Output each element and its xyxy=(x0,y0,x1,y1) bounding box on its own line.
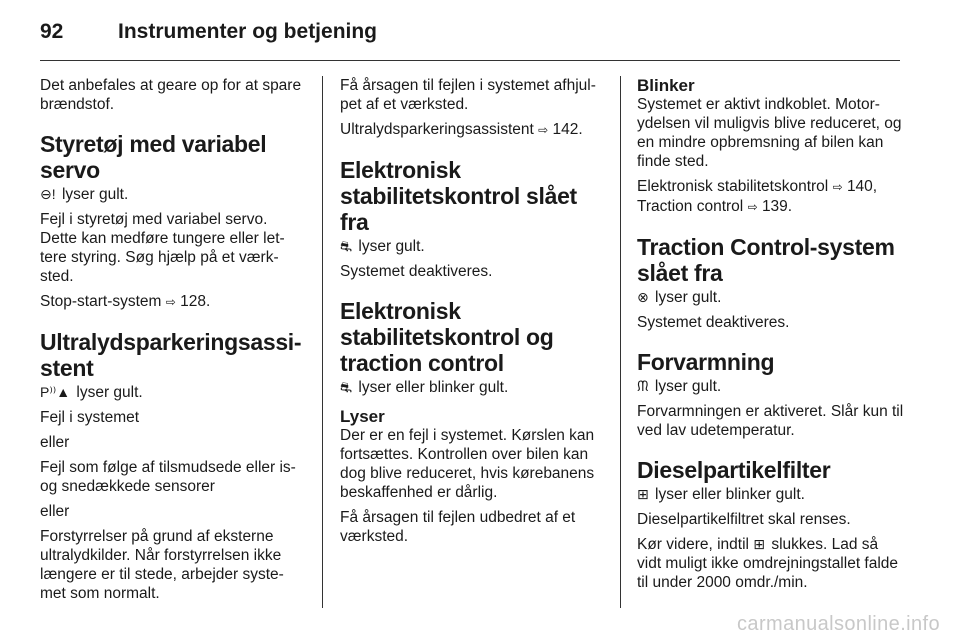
reference-page: 128. xyxy=(180,293,211,310)
status-line xyxy=(637,288,905,307)
column-divider-2 xyxy=(620,76,621,608)
page-number: 92 xyxy=(40,20,64,43)
page-title: Instrumenter og betjening xyxy=(118,20,378,43)
status-text: lyser gult. xyxy=(654,378,722,395)
status-text: lyser gult. xyxy=(655,289,722,306)
paragraph: Der er en fejl i systemet. Kørslen kan fortsættes. Kontrollen over bilen kan dog blive reduceret, hvis kørebanens beskaffenhed er dårlig. xyxy=(340,427,595,501)
esc-tc-icon: ⛐ xyxy=(340,379,353,395)
column-divider-1 xyxy=(322,76,323,608)
cross-reference[interactable] xyxy=(40,292,308,312)
dpf-icon: ⊞ xyxy=(637,486,649,502)
subheading-lyser: Lyser xyxy=(340,407,385,426)
page-reference-icon: ⇨ xyxy=(538,123,549,137)
section-heading-esc-off: Elektronisk stabilitetskontrol slået fra xyxy=(340,157,577,235)
cross-reference[interactable] xyxy=(637,198,792,215)
paragraph: Fejl i styretøj med variabel servo. Dette kan medføre tungere eller let-tere styring. Søg hjælp på et værk-sted. xyxy=(40,211,285,285)
status-line xyxy=(637,485,905,504)
paragraph: Forstyrrelser på grund af eksterne ultralydkilder. Når forstyrrelsen ikke længere er til stede, arbejder syste-met som normalt. xyxy=(40,528,284,602)
status-text: lyser eller blinker gult. xyxy=(358,379,509,396)
header-divider xyxy=(40,60,900,61)
section-heading-preheat: Forvarmning xyxy=(637,349,775,375)
paragraph xyxy=(637,535,905,592)
section-heading-tc-off: Traction Control-system slået fra xyxy=(637,234,895,286)
intro-text: Det anbefales at geare op for at spare brændstof. xyxy=(40,77,302,113)
column-1 xyxy=(40,76,308,609)
column-3 xyxy=(637,76,905,598)
paragraph-text: slukkes. Lad så vidt muligt ikke omdrejningstallet falde til under 2000 omdr./min. xyxy=(637,536,899,591)
subheading-blinker: Blinker xyxy=(637,76,695,95)
status-line xyxy=(340,378,608,397)
cross-reference[interactable] xyxy=(340,120,608,140)
reference-label: Ultralydsparkeringsassistent xyxy=(340,121,534,138)
reference-label: Traction control xyxy=(637,198,744,215)
paragraph: Dieselpartikelfiltret skal renses. xyxy=(637,511,851,528)
status-text: lyser eller blinker gult. xyxy=(655,486,805,503)
glow-plug-icon: ᙏ xyxy=(637,378,649,394)
dpf-icon: ⊞ xyxy=(753,536,766,552)
section-heading-esc-tc: Elektronisk stabilitetskontrol og traction control xyxy=(340,298,554,376)
paragraph: Systemet deaktiveres. xyxy=(637,314,790,331)
section-heading-parking: Ultralydsparkeringsassi-stent xyxy=(40,329,302,381)
watermark: carmanualsonline.info xyxy=(737,613,940,635)
paragraph-text: Kør videre, indtil xyxy=(637,536,749,553)
paragraph: Forvarmningen er aktiveret. Slår kun til ved lav udetemperatur. xyxy=(637,403,904,439)
paragraph: Systemet deaktiveres. xyxy=(340,263,493,280)
status-text: lyser gult. xyxy=(76,384,143,401)
esc-off-icon: ⛐ xyxy=(340,238,353,254)
status-line xyxy=(40,185,308,204)
page-reference-icon: ⇨ xyxy=(832,180,843,194)
paragraph: Få årsagen til fejlen i systemet afhjul-pet af et værksted. xyxy=(340,77,596,113)
paragraph: Fejl som følge af tilsmudsede eller is- og snedækkede sensorer xyxy=(40,459,296,495)
reference-label: Stop-start-system xyxy=(40,293,162,310)
reference-label: Elektronisk stabilitetskontrol xyxy=(637,178,829,195)
paragraph: Få årsagen til fejlen udbedret af et værksted. xyxy=(340,509,576,545)
section-heading-steering: Styretøj med variabel servo xyxy=(40,131,267,183)
cross-reference[interactable] xyxy=(637,178,877,195)
parking-assist-icon: P⁾⁾▲ xyxy=(40,384,71,400)
paragraph: eller xyxy=(40,503,70,520)
reference-page: 142. xyxy=(552,121,583,138)
paragraph: eller xyxy=(40,434,70,451)
column-2 xyxy=(340,76,608,552)
steering-warning-icon: ⊖! xyxy=(40,186,56,202)
section-heading-dpf: Dieselpartikelfilter xyxy=(637,457,831,483)
status-text: lyser gult. xyxy=(61,186,129,203)
tc-off-icon: ⊗ xyxy=(637,289,649,305)
reference-page: 139. xyxy=(761,198,793,215)
reference-page: 140, xyxy=(846,178,878,195)
cross-reference-group xyxy=(637,177,905,217)
page-reference-icon: ⇨ xyxy=(165,295,176,309)
status-line xyxy=(340,237,608,256)
status-text: lyser gult. xyxy=(358,238,425,255)
page-reference-icon: ⇨ xyxy=(747,200,758,214)
status-line xyxy=(637,377,905,396)
paragraph: Fejl i systemet xyxy=(40,409,140,426)
status-line xyxy=(40,383,308,402)
paragraph: Systemet er aktivt indkoblet. Motor-ydelsen vil muligvis blive reduceret, og en mindre opbremsning af bilen kan finde sted. xyxy=(637,96,902,170)
